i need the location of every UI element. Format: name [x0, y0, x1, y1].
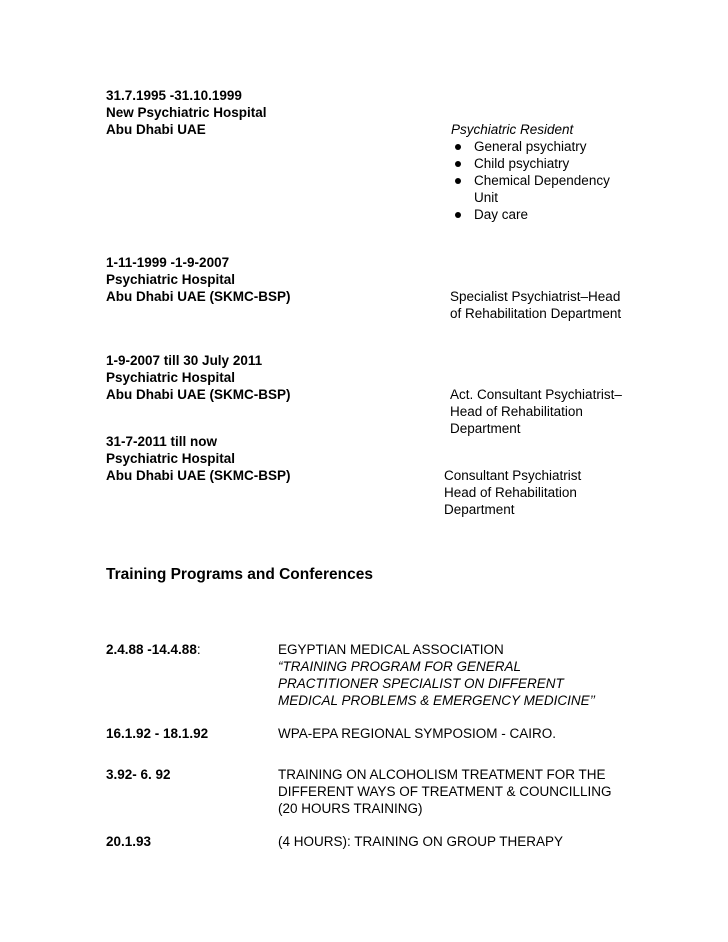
- job-position-line: Head of Rehabilitation: [444, 485, 577, 500]
- list-item: Chemical Dependency Unit: [451, 172, 624, 206]
- job-dates: 1-11-1999 -1-9-2007: [106, 255, 230, 270]
- job-position-line: Specialist Psychiatrist–Head: [450, 289, 621, 304]
- training-desc-line: TRAINING ON ALCOHOLISM TREATMENT FOR THE: [278, 767, 606, 782]
- job-institution: New Psychiatric Hospital: [106, 105, 267, 120]
- list-item: General psychiatry: [451, 138, 651, 155]
- training-program-line: PRACTITIONER SPECIALIST ON DIFFERENT: [278, 676, 564, 691]
- job-institution: Psychiatric Hospital: [106, 272, 236, 287]
- job-dates: 31.7.1995 -31.10.1999: [106, 88, 242, 103]
- job-location: Abu Dhabi UAE (SKMC-BSP): [106, 289, 291, 304]
- training-desc: [278, 766, 638, 817]
- list-item: Day care: [451, 206, 651, 223]
- training-desc-line: DIFFERENT WAYS OF TREATMENT & COUNCILLING: [278, 784, 612, 799]
- job-2-right: [450, 288, 650, 322]
- training-date: 3.92- 6. 92: [106, 767, 171, 782]
- job-2-left: [106, 254, 436, 305]
- job-dates: 1-9-2007 till 30 July 2011: [106, 353, 263, 368]
- training-desc-line: (20 HOURS TRAINING): [278, 801, 423, 816]
- job-position-line: Department: [450, 421, 521, 436]
- training-desc: [278, 725, 638, 742]
- job-3-left: [106, 352, 436, 403]
- job-position-line: Consultant Psychiatrist: [444, 468, 582, 483]
- job-role: Psychiatric Resident: [451, 122, 574, 137]
- training-desc-line: WPA-EPA REGIONAL SYMPOSIOM - CAIRO.: [278, 726, 557, 741]
- duties-list: [451, 138, 651, 223]
- job-1-left: [106, 87, 436, 138]
- job-location: Abu Dhabi UAE (SKMC-BSP): [106, 468, 291, 483]
- job-position-line: Department: [444, 502, 515, 517]
- training-program-line: MEDICAL PROBLEMS & EMERGENCY MEDICINE’’: [278, 693, 596, 708]
- training-desc: [278, 641, 638, 709]
- job-4-left: [106, 433, 436, 484]
- job-position-line: of Rehabilitation Department: [450, 306, 622, 321]
- job-institution: Psychiatric Hospital: [106, 451, 236, 466]
- job-position-line: Head of Rehabilitation: [450, 404, 583, 419]
- training-desc: [278, 833, 638, 850]
- job-location: Abu Dhabi UAE: [106, 122, 206, 137]
- training-date: 20.1.93: [106, 834, 152, 849]
- list-item: Child psychiatry: [451, 155, 651, 172]
- training-org: EGYPTIAN MEDICAL ASSOCIATION: [278, 642, 504, 657]
- job-position-line: Act. Consultant Psychiatrist–: [450, 387, 622, 402]
- job-1-right: [451, 121, 651, 223]
- job-3-right: [450, 386, 650, 437]
- section-title: Training Programs and Conferences: [106, 566, 374, 583]
- job-institution: Psychiatric Hospital: [106, 370, 236, 385]
- training-date: 2.4.88 -14.4.88:: [106, 642, 201, 657]
- training-program-line: “TRAINING PROGRAM FOR GENERAL: [278, 659, 522, 674]
- training-date: 16.1.92 - 18.1.92: [106, 726, 209, 741]
- job-4-right: [444, 467, 644, 518]
- job-dates: 31-7-2011 till now: [106, 434, 218, 449]
- training-desc-line: (4 HOURS): TRAINING ON GROUP THERAPY: [278, 834, 564, 849]
- job-location: Abu Dhabi UAE (SKMC-BSP): [106, 387, 291, 402]
